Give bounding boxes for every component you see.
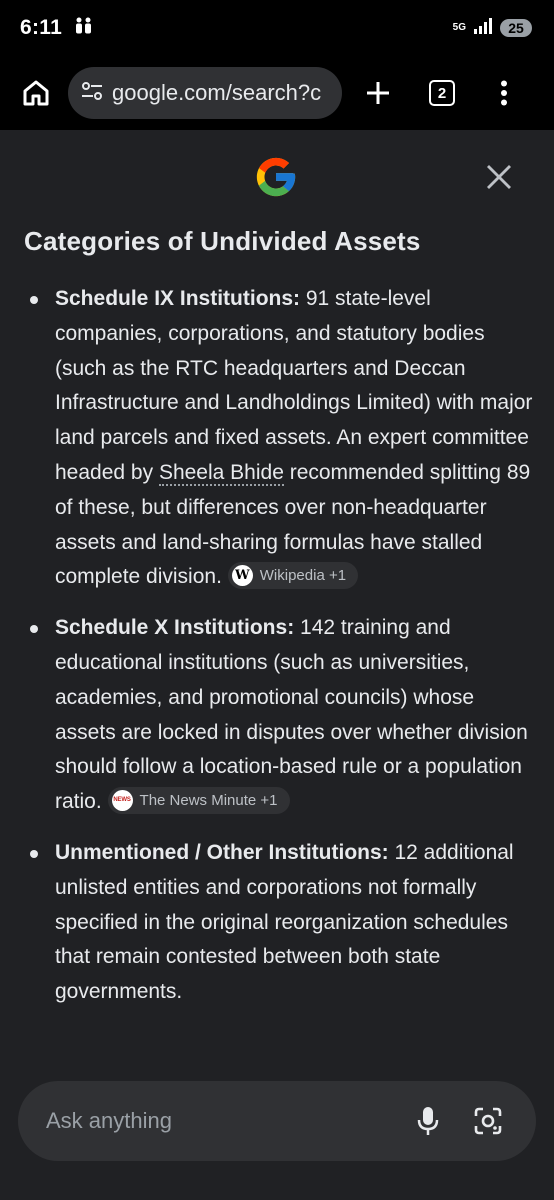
lens-icon bbox=[473, 1106, 503, 1136]
voice-search-button[interactable] bbox=[408, 1101, 448, 1141]
more-icon bbox=[500, 80, 508, 106]
close-button[interactable] bbox=[480, 158, 518, 196]
sheela-bhide-link[interactable]: Sheela Bhide bbox=[158, 460, 284, 484]
url-text[interactable]: google.com/search?c bbox=[112, 80, 322, 105]
tab-switcher-button[interactable] bbox=[420, 71, 464, 115]
panel-header bbox=[0, 130, 554, 226]
item-title: Unmentioned / Other Institutions: bbox=[55, 840, 389, 864]
item-text-cont: recommended splitting 89 of these, but differences over non-headquarter assets and land-sharing formulas have stalled complete division. bbox=[55, 460, 531, 589]
wikipedia-icon: W bbox=[232, 565, 253, 586]
item-text: 91 state-level companies, corporations, and statutory bodies (such as the RTC headquarters and Deccan Infrastructure and Landholdings Limited) with major land parcels and fixed assets. An expert committee headed by bbox=[55, 287, 533, 484]
mic-icon bbox=[417, 1106, 439, 1136]
section-heading: Categories of Undivided Assets bbox=[24, 226, 421, 256]
site-settings-icon[interactable] bbox=[80, 79, 104, 108]
home-button[interactable] bbox=[18, 75, 54, 111]
chip-label: The News Minute +1 bbox=[139, 792, 278, 810]
google-logo-icon bbox=[253, 154, 299, 200]
network-type: 5G bbox=[452, 22, 466, 33]
lens-button[interactable] bbox=[468, 1101, 508, 1141]
status-left bbox=[20, 16, 94, 41]
battery-icon: 25 bbox=[500, 19, 532, 37]
source-chip-news-minute[interactable] bbox=[108, 787, 290, 814]
item-text: 12 additional unlisted entities and corporations not formally specified in the original reorganization schedules that remain contested between both state governments. bbox=[55, 840, 514, 1004]
more-menu-button[interactable] bbox=[482, 71, 526, 115]
ask-input[interactable]: Ask anything bbox=[46, 1108, 172, 1133]
tab-switcher-icon: 2 bbox=[429, 80, 455, 106]
ai-answer-content bbox=[24, 226, 534, 1026]
new-tab-button[interactable] bbox=[356, 71, 400, 115]
omnibox[interactable] bbox=[68, 67, 342, 119]
status-time: 6:11 bbox=[20, 16, 63, 39]
source-chip-wikipedia[interactable] bbox=[228, 562, 358, 589]
list-item bbox=[24, 836, 534, 1010]
status-right bbox=[453, 18, 532, 39]
item-title: Schedule IX Institutions: bbox=[55, 287, 301, 310]
asset-category-list bbox=[24, 282, 534, 1010]
ask-bar[interactable] bbox=[18, 1081, 536, 1161]
plus-icon bbox=[365, 80, 391, 106]
item-text: 142 training and educational institutions (such as universities, academies, and promotional councils) whose assets are locked in disputes over whether division should follow a location-based rule or a population ratio. bbox=[55, 616, 528, 814]
news-minute-icon: NEWS bbox=[112, 790, 133, 811]
notification-icon bbox=[74, 16, 94, 41]
close-icon bbox=[486, 164, 512, 190]
signal-icon bbox=[474, 18, 492, 39]
home-icon bbox=[21, 78, 51, 108]
list-item bbox=[24, 611, 534, 820]
item-title: Schedule X Institutions: bbox=[55, 616, 295, 640]
status-bar bbox=[0, 0, 554, 56]
chip-label: Wikipedia +1 bbox=[259, 567, 347, 585]
browser-toolbar bbox=[0, 56, 554, 130]
list-item bbox=[24, 282, 534, 595]
